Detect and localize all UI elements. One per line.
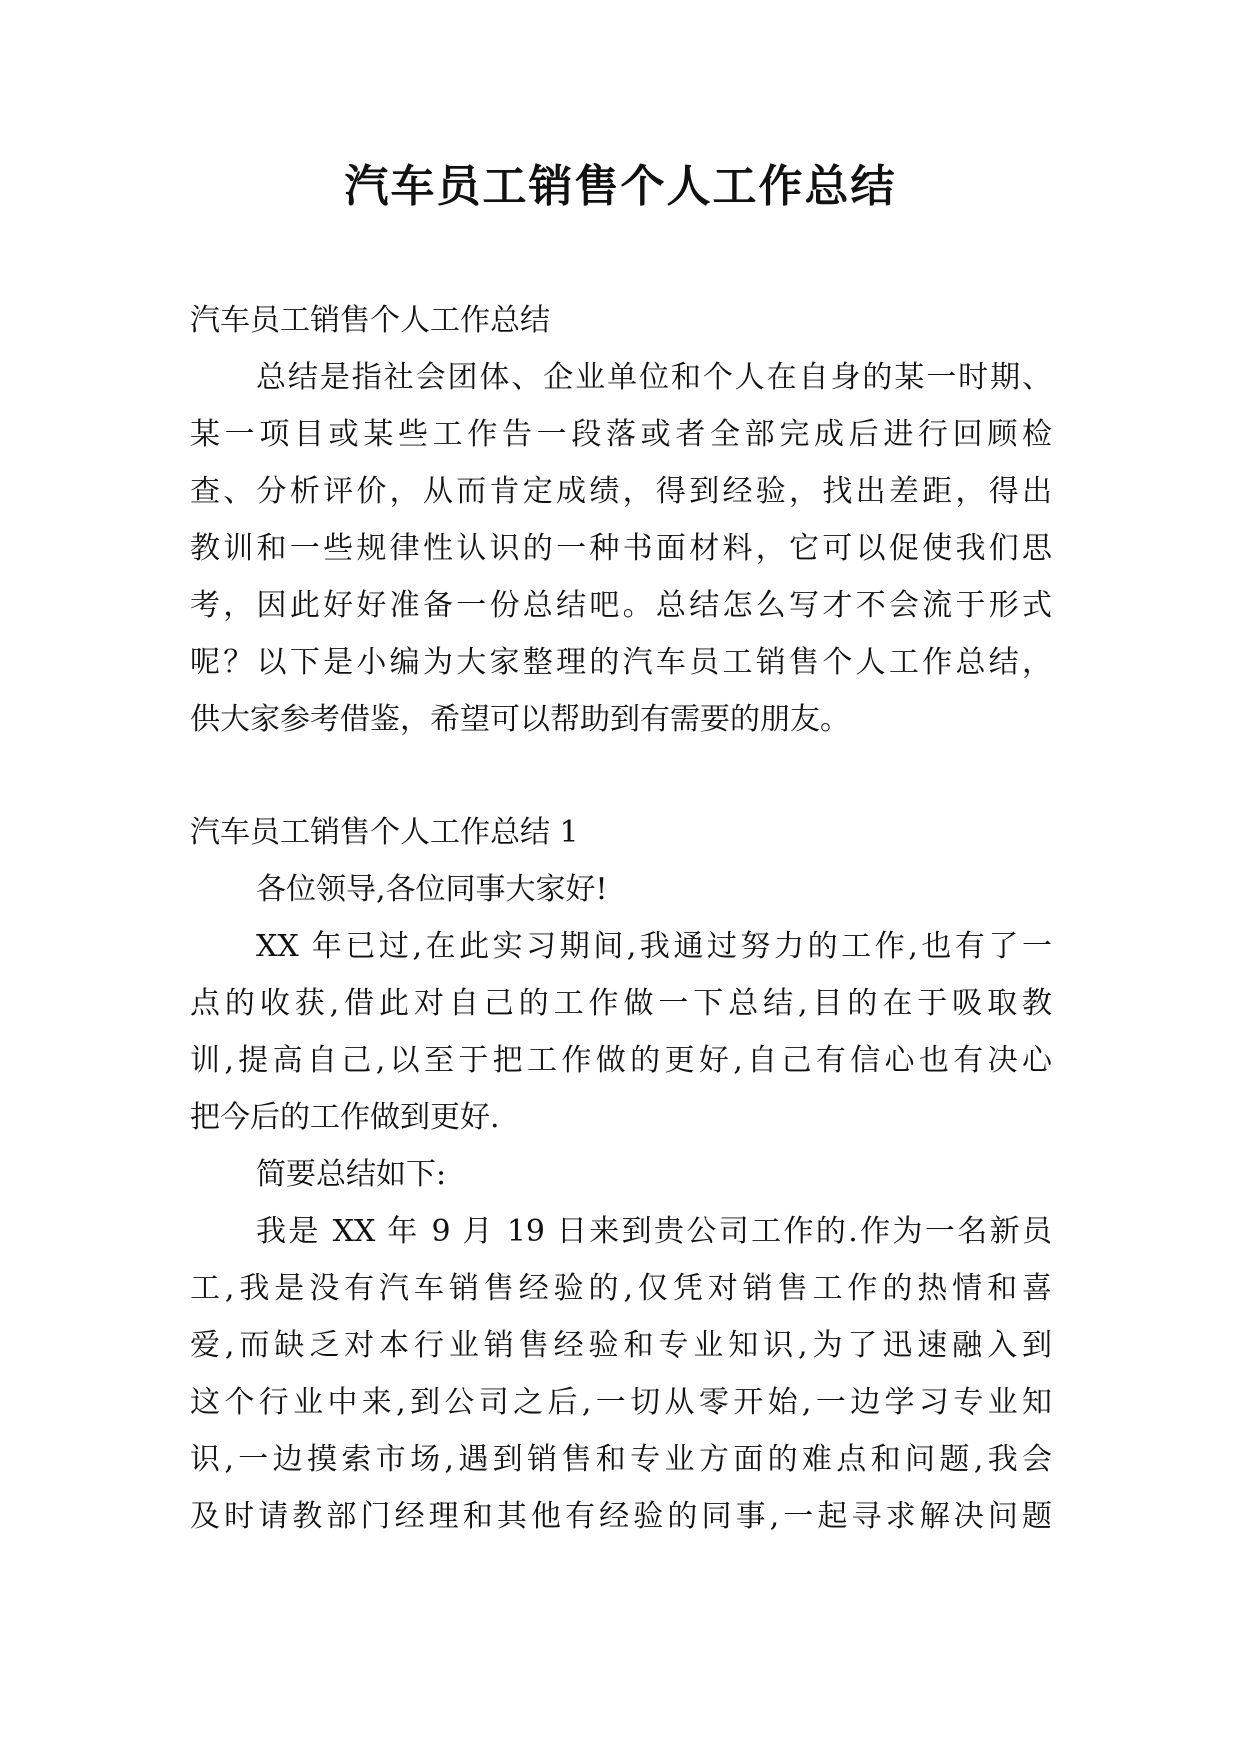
- section-spacer: [190, 748, 1052, 804]
- paragraph-line: 把今后的工作做到更好.: [190, 1100, 500, 1135]
- paragraph-line: 教训和一些规律性认识的一种书面材料，它可以促使我们思: [190, 531, 1052, 566]
- paragraph-line: 呢？以下是小编为大家整理的汽车员工销售个人工作总结，: [190, 645, 1052, 680]
- paragraph-review: [190, 918, 1052, 1146]
- intro-heading: 汽车员工销售个人工作总结: [190, 303, 550, 338]
- paragraph-line: 及时请教部门经理和其他有经验的同事,一起寻求解决问题: [190, 1499, 1052, 1534]
- paragraph-line: 供大家参考借鉴，希望可以帮助到有需要的朋友。: [190, 702, 850, 737]
- paragraph-line: 训,提高自己,以至于把工作做的更好,自己有信心也有决心: [190, 1043, 1052, 1078]
- paragraph-line: XX 年已过,在此实习期间,我通过努力的工作,也有了一: [256, 929, 1052, 964]
- paragraph-line: 查、分析评价，从而肯定成绩，得到经验，找出差距，得出: [190, 474, 1052, 509]
- paragraph-line: 工,我是没有汽车销售经验的,仅凭对销售工作的热情和喜: [190, 1271, 1052, 1306]
- section-heading: 汽车员工销售个人工作总结 1: [190, 815, 579, 850]
- summary-intro: 简要总结如下:: [256, 1157, 447, 1192]
- document-body: [190, 292, 1052, 1545]
- paragraph-line: 爱,而缺乏对本行业销售经验和专业知识,为了迅速融入到: [190, 1328, 1052, 1363]
- paragraph-line: 点的收获,借此对自己的工作做一下总结,目的在于吸取教: [190, 986, 1052, 1021]
- document-title: 汽车员工销售个人工作总结: [344, 161, 897, 212]
- greeting-line: 各位领导,各位同事大家好!: [256, 872, 608, 907]
- paragraph-experience: [190, 1203, 1052, 1545]
- paragraph-line: 总结是指社会团体、企业单位和个人在自身的某一时期、: [256, 360, 1052, 395]
- paragraph-line: 考，因此好好准备一份总结吧。总结怎么写才不会流于形式: [190, 588, 1052, 623]
- intro-paragraph: [190, 349, 1052, 748]
- paragraph-line: 某一项目或某些工作告一段落或者全部完成后进行回顾检: [190, 417, 1052, 452]
- paragraph-line: 我是 XX 年 9 月 19 日来到贵公司工作的.作为一名新员: [256, 1214, 1052, 1249]
- paragraph-line: 识,一边摸索市场,遇到销售和专业方面的难点和问题,我会: [190, 1442, 1052, 1477]
- paragraph-line: 这个行业中来,到公司之后,一切从零开始,一边学习专业知: [190, 1385, 1052, 1420]
